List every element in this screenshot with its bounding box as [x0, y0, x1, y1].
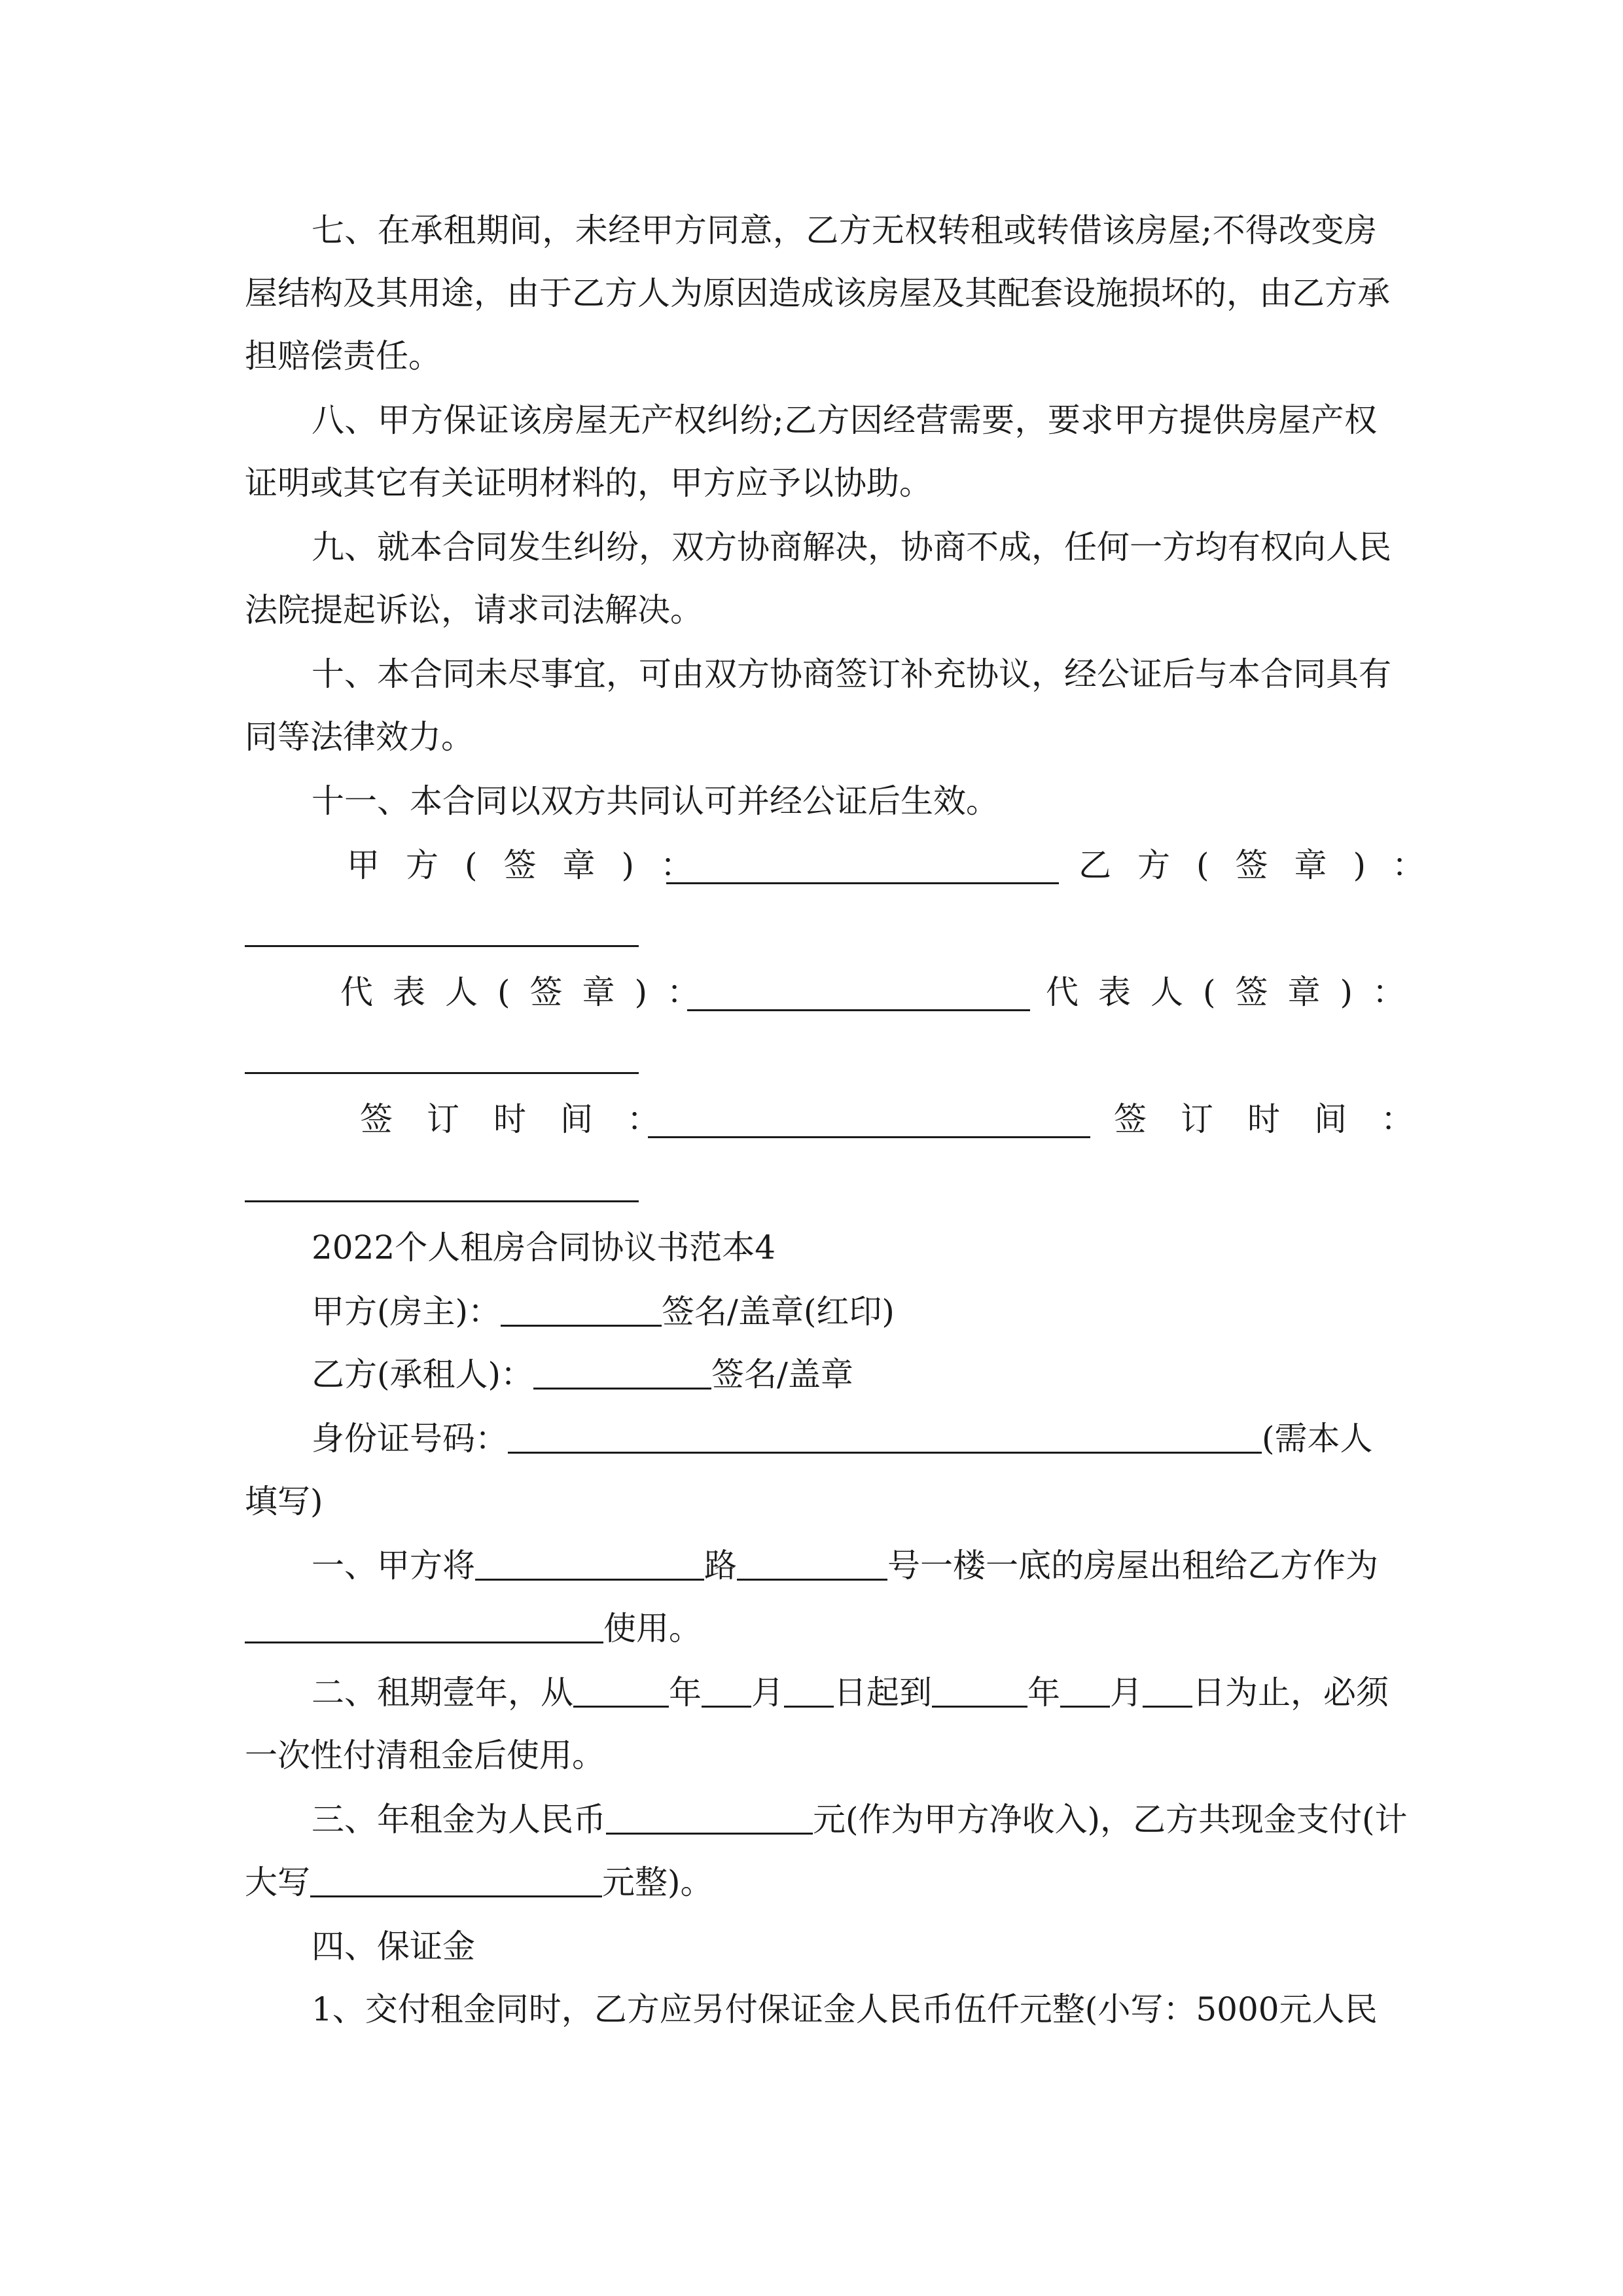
landlord-name-blank: [501, 1293, 662, 1327]
c4-clause-1-text-b: 路: [704, 1547, 737, 1585]
clause-7-line-3: 担赔偿责任。: [245, 337, 441, 375]
rep-b-sign-line: [245, 1072, 639, 1074]
lease-term-text: 二、租期壹年，从: [312, 1674, 573, 1712]
date-b-label: 签订时间：: [1114, 1100, 1448, 1138]
clause-10-line-1: 十、本合同未尽事宜，可由双方协商签订补充协议，经公证后与本合同具有: [312, 655, 1391, 693]
c4-clause-3-line-2: [245, 1863, 1377, 1902]
c4-clause-1-text-c: 号一楼一底的房屋出租给乙方作为: [887, 1547, 1378, 1585]
rent-text-a: 三、年租金为人民币: [312, 1801, 606, 1839]
clause-7-line-1: 七、在承租期间，未经甲方同意，乙方无权转租或转借该房屋;不得改变房: [312, 211, 1377, 249]
end-month-blank: [1060, 1674, 1110, 1708]
rent-uppercase-blank: [310, 1864, 602, 1897]
c4-clause-2-line-2: 一次性付清租金后使用。: [245, 1736, 605, 1774]
c4-clause-1-text-d: 使用。: [603, 1609, 702, 1647]
clause-9-line-1: 九、就本合同发生纠纷，双方协商解决，协商不成，任何一方均有权向人民: [312, 528, 1391, 566]
clause-9-line-2: 法院提起诉讼，请求司法解决。: [245, 591, 703, 629]
date-b-line: [245, 1200, 639, 1202]
year-label: 年: [669, 1674, 702, 1712]
c4-clause-1-line-1: [312, 1546, 1377, 1585]
day-to-label: 日为止，必须: [1192, 1674, 1389, 1712]
rent-amount-blank: [606, 1801, 813, 1835]
clause-7-line-2: 屋结构及其用途，由于乙方人为原因造成该房屋及其配套设施损坏的，由乙方承: [245, 274, 1390, 312]
landlord-label: 甲方(房主)：: [312, 1293, 501, 1331]
usage-blank: [245, 1610, 603, 1643]
rent-text-d: 元整)。: [602, 1863, 713, 1901]
day-from-label: 日起到: [834, 1674, 932, 1712]
id-number-blank: [508, 1420, 1262, 1454]
c4-clause-1-text-a: 一、甲方将: [312, 1547, 475, 1585]
date-a-line: [648, 1117, 1090, 1138]
c4-clause-3-line-1: [312, 1800, 1408, 1839]
tenant-row: [312, 1355, 1377, 1394]
party-b-sign-line: [245, 945, 639, 947]
id-label: 身份证号码：: [312, 1420, 508, 1458]
end-year-blank: [932, 1674, 1027, 1708]
c4-clause-1-line-2: [245, 1609, 1377, 1648]
landlord-sign-label: 签名/盖章(红印): [662, 1293, 895, 1331]
clause-8-line-1: 八、甲方保证该房屋无产权纠纷;乙方因经营需要，要求甲方提供房屋产权: [312, 401, 1377, 439]
date-a-label: 签订时间：: [360, 1100, 694, 1138]
contract-4-title: 2022个人租房合同协议书范本4: [312, 1229, 776, 1266]
c4-clause-4-title: 四、保证金: [312, 1928, 475, 1965]
party-b-sign-label: 乙方(签章)：: [1079, 846, 1452, 884]
party-a-sign-line: [666, 863, 1059, 884]
start-year-blank: [573, 1674, 669, 1708]
rent-text-b: 元(作为甲方净收入)，乙方共现金支付(计: [813, 1801, 1408, 1839]
c4-clause-4-item-1: 1、交付租金同时，乙方应另付保证金人民币伍仟元整(小写：5000元人民: [312, 1990, 1378, 2028]
start-day-blank: [784, 1674, 834, 1708]
start-month-blank: [702, 1674, 751, 1708]
id-note-cont: 填写): [245, 1482, 323, 1520]
rep-b-sign-label: 代表人(签章)：: [1046, 973, 1425, 1011]
clause-8-line-2: 证明或其它有关证明材料的，甲方应予以协助。: [245, 464, 932, 502]
landlord-row: [312, 1292, 1377, 1331]
id-row: [312, 1419, 1377, 1458]
number-blank: [737, 1547, 887, 1581]
month-label-2: 月: [1110, 1674, 1143, 1712]
clause-11: 十一、本合同以双方共同认可并经公证后生效。: [312, 782, 999, 820]
rent-text-c: 大写: [245, 1863, 310, 1901]
clause-10-line-2: 同等法律效力。: [245, 718, 474, 756]
rep-a-sign-line: [687, 990, 1030, 1011]
c4-clause-2-line-1: [312, 1673, 1389, 1712]
party-a-sign-label: 甲方(签章)：: [347, 846, 720, 884]
rep-a-sign-label: 代表人(签章)：: [340, 973, 720, 1011]
month-label: 月: [751, 1674, 784, 1712]
year-label-2: 年: [1027, 1674, 1060, 1712]
tenant-name-blank: [533, 1356, 711, 1390]
tenant-label: 乙方(承租人)：: [312, 1355, 534, 1393]
end-day-blank: [1143, 1674, 1192, 1708]
road-blank: [475, 1547, 704, 1581]
id-note: (需本人: [1262, 1420, 1373, 1458]
tenant-sign-label: 签名/盖章: [711, 1355, 853, 1393]
